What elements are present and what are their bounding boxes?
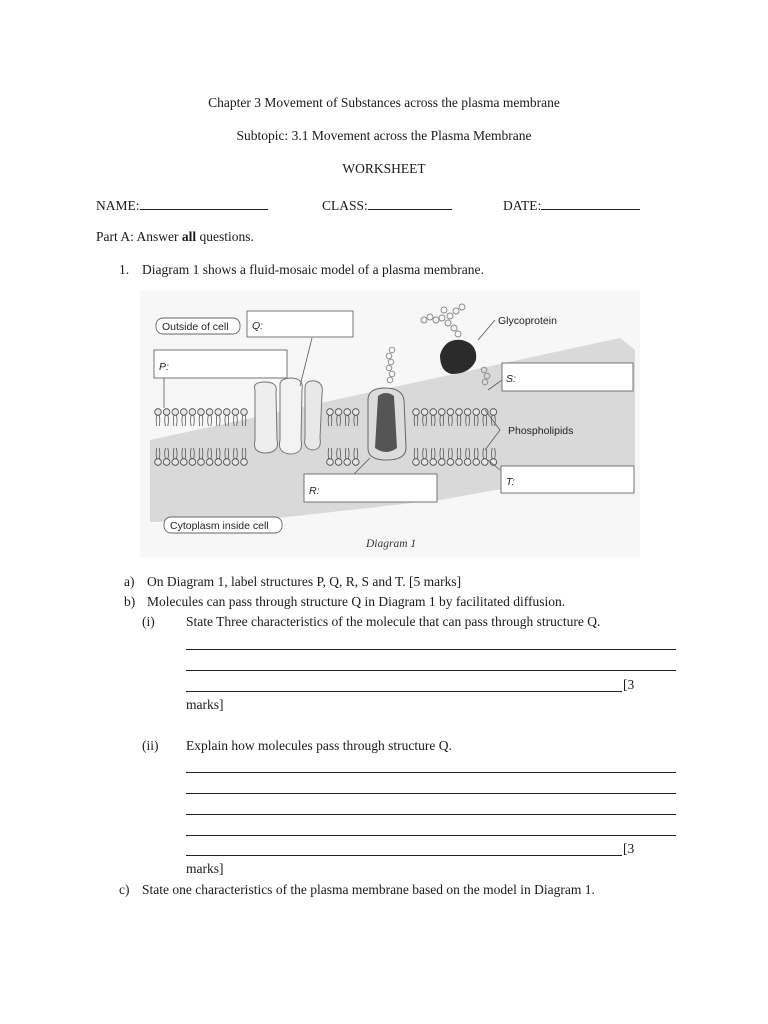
item-a-marker: a) bbox=[124, 574, 135, 589]
carrier-protein bbox=[368, 388, 406, 460]
class-field bbox=[322, 196, 452, 214]
date-field bbox=[503, 196, 640, 214]
cytoplasm-label: Cytoplasm inside cell bbox=[170, 520, 269, 532]
channel-protein bbox=[254, 378, 322, 454]
item-b-text: Molecules can pass through structure Q in Diagram 1 by facilitated diffusion. bbox=[147, 594, 566, 609]
answer-line[interactable] bbox=[186, 793, 676, 794]
part-a-suffix: questions. bbox=[196, 229, 254, 244]
answer-line[interactable] bbox=[186, 691, 622, 692]
box-s[interactable] bbox=[502, 363, 633, 391]
subtopic-title: Subtopic: 3.1 Movement across the Plasma Membrane bbox=[236, 128, 532, 143]
box-t-label: T: bbox=[506, 476, 515, 488]
question-1-text: Diagram 1 shows a fluid-mosaic model of a plasma membrane. bbox=[142, 262, 484, 277]
date-label: DATE: bbox=[503, 198, 542, 213]
box-p[interactable] bbox=[154, 350, 287, 378]
name-label: NAME: bbox=[96, 198, 140, 213]
item-c-marker: c) bbox=[119, 882, 130, 897]
item-bi-marker: (i) bbox=[142, 614, 155, 629]
box-r-label: R: bbox=[309, 485, 320, 497]
box-s-label: S: bbox=[506, 373, 516, 385]
box-p-label: P: bbox=[159, 361, 169, 373]
glycoprotein-label: Glycoprotein bbox=[498, 315, 557, 327]
answer-line[interactable] bbox=[186, 772, 676, 773]
class-blank[interactable] bbox=[368, 196, 452, 210]
box-t[interactable] bbox=[501, 466, 634, 493]
item-c-text: State one characteristics of the plasma membrane based on the model in Diagram 1. bbox=[142, 882, 595, 897]
diagram-caption: Diagram 1 bbox=[366, 538, 417, 550]
item-b-marker: b) bbox=[124, 594, 136, 609]
answer-line[interactable] bbox=[186, 855, 622, 856]
class-label: CLASS: bbox=[322, 198, 368, 213]
part-a-prefix: Part A: Answer bbox=[96, 229, 182, 244]
item-a-text: On Diagram 1, label structures P, Q, R, S and T. [5 marks] bbox=[147, 574, 462, 589]
item-bi-marks-b: marks] bbox=[186, 697, 224, 712]
item-bii-marks-a: [3 bbox=[623, 841, 635, 856]
answer-line[interactable] bbox=[186, 814, 676, 815]
date-blank[interactable] bbox=[541, 196, 640, 210]
item-bii-marks-b: marks] bbox=[186, 861, 224, 876]
part-a-instruction bbox=[96, 229, 254, 245]
phospholipids-label: Phospholipids bbox=[508, 425, 574, 437]
chapter-title: Chapter 3 Movement of Substances across the plasma membrane bbox=[208, 95, 560, 110]
answer-line[interactable] bbox=[186, 670, 676, 671]
box-q-label: Q: bbox=[252, 320, 264, 332]
worksheet-title: WORKSHEET bbox=[342, 161, 426, 176]
part-a-bold: all bbox=[181, 229, 197, 244]
item-bi-text: State Three characteristics of the molecule that can pass through structure Q. bbox=[186, 614, 601, 629]
answer-line[interactable] bbox=[186, 835, 676, 836]
question-1-number: 1. bbox=[119, 262, 130, 277]
outside-cell-label: Outside of cell bbox=[162, 321, 229, 333]
name-field bbox=[96, 196, 268, 214]
box-r[interactable] bbox=[304, 474, 437, 502]
item-bii-marker: (ii) bbox=[142, 738, 159, 753]
name-blank[interactable] bbox=[140, 196, 268, 210]
plasma-membrane-diagram bbox=[140, 290, 640, 558]
item-bii-text: Explain how molecules pass through structure Q. bbox=[186, 738, 452, 753]
answer-line[interactable] bbox=[186, 649, 676, 650]
item-bi-marks-a: [3 bbox=[623, 677, 635, 692]
